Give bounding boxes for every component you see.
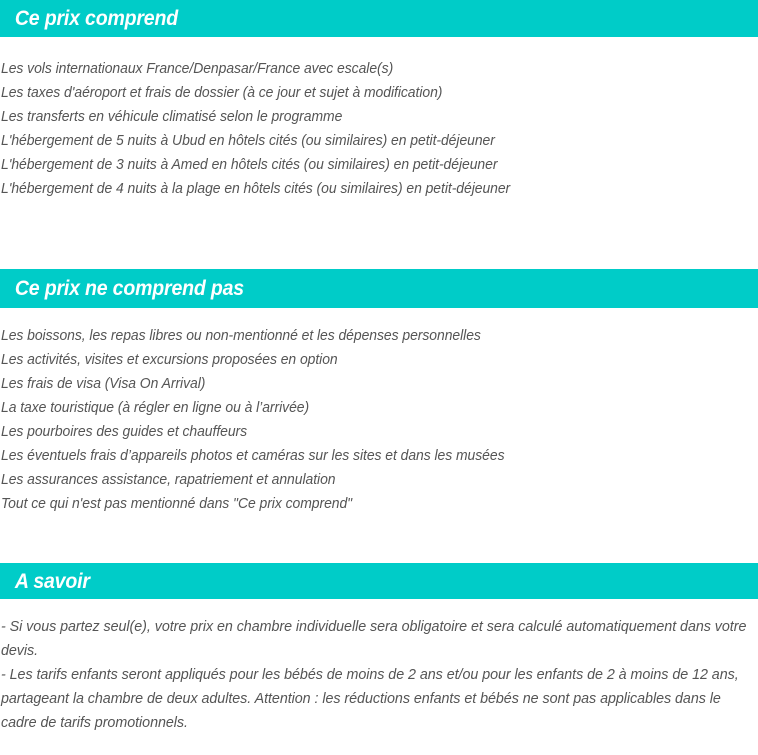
list-item: L'hébergement de 3 nuits à Amed en hôtels cités (ou similaires) en petit-déjeuner: [1, 157, 498, 173]
list-item: Les vols internationaux France/Denpasar/France avec escale(s): [1, 61, 394, 77]
list-item: Les transferts en véhicule climatisé selon le programme: [1, 109, 343, 125]
spacer: [1, 201, 754, 269]
list-item: Les frais de visa (Visa On Arrival): [1, 376, 206, 392]
paragraph: - Les tarifs enfants seront appliqués pour les bébés de moins de 2 ans et/ou pour les enfants de 2 à moins de 12 ans, partageant la chambre de deux adultes. Attention : les réductions enfants et bébés ne sont pas applicables dans le cadre de tarifs promotionnels.: [1, 667, 739, 731]
section-header-ce-prix-ne-comprend-pas: [0, 269, 758, 308]
list-item: Tout ce qui n'est pas mentionné dans "Ce prix comprend": [1, 496, 353, 512]
section-title: Ce prix comprend: [14, 7, 178, 30]
list-item: L'hébergement de 4 nuits à la plage en hôtels cités (ou similaires) en petit-déjeuner: [1, 181, 511, 197]
section-header-ce-prix-comprend: [0, 0, 758, 37]
list-item: La taxe touristique (à régler en ligne ou à l’arrivée): [1, 400, 310, 416]
spacer: [1, 37, 754, 57]
section-body-ce-prix-comprend: [0, 37, 758, 269]
section-body-ce-prix-ne-comprend-pas: [0, 308, 758, 563]
section-body-a-savoir: [0, 599, 758, 735]
list-item: Les boissons, les repas libres ou non-mentionné et les dépenses personnelles: [1, 328, 481, 344]
list-item: Les activités, visites et excursions proposées en option: [1, 352, 338, 368]
list-item: Les éventuels frais d’appareils photos et caméras sur les sites et dans les musées: [1, 448, 505, 464]
list-item: L'hébergement de 5 nuits à Ubud en hôtels cités (ou similaires) en petit-déjeuner: [1, 133, 495, 149]
spacer: [1, 599, 754, 615]
section-title: Ce prix ne comprend pas: [14, 277, 244, 300]
list-item: Les taxes d'aéroport et frais de dossier (à ce jour et sujet à modification): [1, 85, 443, 101]
paragraph: - Si vous partez seul(e), votre prix en chambre individuelle sera obligatoire et sera calculé automatiquement dans votre devis.: [1, 619, 747, 659]
section-header-a-savoir: [0, 563, 758, 599]
spacer: [1, 308, 754, 324]
section-title: A savoir: [14, 569, 90, 593]
spacer: [1, 516, 754, 563]
list-item: Les assurances assistance, rapatriement et annulation: [1, 472, 336, 488]
list-item: Les pourboires des guides et chauffeurs: [1, 424, 248, 440]
